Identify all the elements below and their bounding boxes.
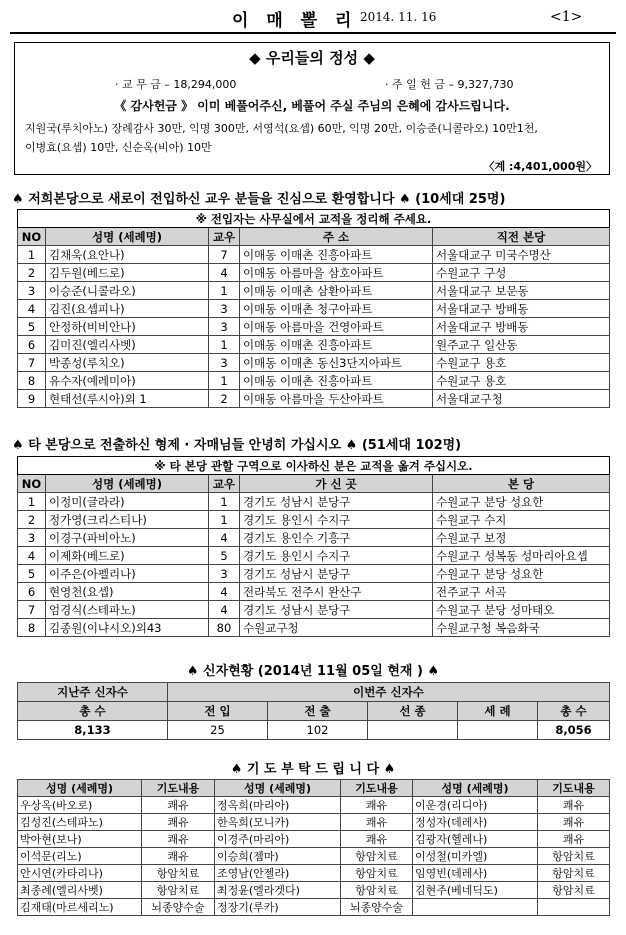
col-header: 성명 (세례명) [413, 780, 538, 797]
col-header: 세 례 [458, 702, 538, 721]
table-cell: 이매동 아름마을 건영아파트 [240, 318, 433, 336]
table-cell: 수원교구 용호 [433, 354, 610, 372]
stats-header-row [18, 683, 610, 702]
table-cell: 정가영(크리스티나) [46, 511, 209, 529]
table-cell: 4 [18, 547, 46, 565]
table-cell: 수원교구청 [240, 619, 433, 637]
table-cell: 항암치료 [538, 865, 610, 882]
table-row [18, 318, 610, 336]
table-cell: 쾌유 [538, 797, 610, 814]
last-week-label: 지난주 신자수 [18, 683, 168, 702]
table-row [18, 529, 610, 547]
table-note-row [18, 210, 610, 228]
table-cell: 현영천(요셉) [46, 583, 209, 601]
table-cell: 정성자(데레사) [413, 814, 538, 831]
table-header-row [18, 228, 610, 246]
table-cell: 9 [18, 390, 46, 408]
table-cell: 5 [209, 547, 240, 565]
table-cell: 이매동 아름마을 삼호아파트 [240, 264, 433, 282]
table-cell: 이승희(젬마) [215, 848, 341, 865]
table-cell: 4 [18, 300, 46, 318]
table-cell: 쾌유 [142, 831, 215, 848]
table-cell: 이석문(리노) [18, 848, 142, 865]
bulletin-date: 2014. 11. 16 [360, 10, 437, 24]
table-cell: 이승준(니콜라오) [46, 282, 209, 300]
moved-out-heading [12, 434, 616, 453]
table-cell: 유수자(예레미아) [46, 372, 209, 390]
table-cell: 수원교구 성복동 성마리아요셉 [433, 547, 610, 565]
table-cell: 쾌유 [142, 814, 215, 831]
table-cell: 항암치료 [341, 848, 413, 865]
table-cell: 8 [18, 372, 46, 390]
table-row [18, 619, 610, 637]
moved-out-title: 타 본당으로 전출하신 형제 · 자매님들 안녕히 가십시오 [28, 438, 342, 453]
table-cell: 3 [18, 282, 46, 300]
col-header: 성명 (세례명) [18, 780, 142, 797]
table-row [18, 282, 610, 300]
new-members-note: ※ 전입자는 사무실에서 교적을 정리해 주세요. [18, 210, 610, 228]
table-cell: 2 [18, 511, 46, 529]
table-cell: 이매동 이매촌 동신3단지아파트 [240, 354, 433, 372]
moved-out-note: ※ 타 본당 관할 구역으로 이사하신 분은 교적을 옮겨 주십시오. [18, 457, 610, 475]
table-cell: 원주교구 일산동 [433, 336, 610, 354]
donor-list [25, 119, 600, 157]
deceased-count [368, 721, 458, 740]
col-header: 성명 (세례명) [46, 475, 209, 493]
table-header-row [18, 780, 610, 797]
table-cell: 김미진(엘리사벳) [46, 336, 209, 354]
table-cell: 이매동 이매촌 진흥아파트 [240, 336, 433, 354]
table-cell: 김성진(스테파노) [18, 814, 142, 831]
table-cell: 3 [209, 300, 240, 318]
col-header: 교우 [209, 228, 240, 246]
table-header-row [18, 475, 610, 493]
donor-line: 이병효(요셉) 10만, 신순옥(비아) 10만 [25, 141, 212, 154]
table-cell: 항암치료 [341, 882, 413, 899]
table-row [18, 511, 610, 529]
table-cell: 1 [209, 493, 240, 511]
table-cell: 김광자(헬레나) [413, 831, 538, 848]
table-row [18, 899, 610, 916]
table-cell: 정옥희(마리아) [215, 797, 341, 814]
col-header: 직전 본당 [433, 228, 610, 246]
table-cell: 5 [18, 318, 46, 336]
table-cell: 1 [209, 282, 240, 300]
diamond-icon: ◆ [249, 49, 261, 67]
table-cell: 김두원(베드로) [46, 264, 209, 282]
stats-heading [0, 660, 626, 679]
table-cell: 3 [209, 318, 240, 336]
table-cell: 경기도 용인수 기흥구 [240, 529, 433, 547]
table-row [18, 264, 610, 282]
col-header: 전 입 [168, 702, 268, 721]
table-cell: 80 [209, 619, 240, 637]
col-header: NO [18, 228, 46, 246]
table-cell: 2 [209, 390, 240, 408]
table-cell: 이경구(파비아노) [46, 529, 209, 547]
table-cell: 쾌유 [142, 797, 215, 814]
table-cell: 7 [209, 246, 240, 264]
table-cell: 4 [209, 529, 240, 547]
offering-box [14, 42, 610, 175]
spade-icon: ♠ [230, 762, 243, 777]
table-cell: 이운경(리디아) [413, 797, 538, 814]
table-row [18, 300, 610, 318]
table-cell: 이경주(마리아) [215, 831, 341, 848]
table-cell: 한옥희(모니카) [215, 814, 341, 831]
new-members-count: (10세대 25명) [415, 192, 506, 207]
table-row [18, 246, 610, 264]
col-header: 성명 (세례명) [215, 780, 341, 797]
table-row [18, 493, 610, 511]
table-cell [413, 899, 538, 916]
table-row [18, 336, 610, 354]
table-cell: 전라북도 전주시 완산구 [240, 583, 433, 601]
table-cell: 4 [209, 264, 240, 282]
table-cell: 4 [209, 583, 240, 601]
table-cell: 서울대교구 방배동 [433, 318, 610, 336]
table-cell: 1 [209, 336, 240, 354]
table-cell: 뇌종양수술 [341, 899, 413, 916]
thanks-offering-title: 《 감사헌금 》 이미 베풀어주신, 베풀어 주실 주님의 은혜에 감사드립니다. [114, 99, 510, 113]
table-cell: 뇌종양수술 [142, 899, 215, 916]
table-cell: 3 [209, 354, 240, 372]
donor-line: 지원국(루치아노) 장례감사 30만, 익명 300만, 서영석(요셉) 60만, 익명 20만, 이승준(니콜라오) 10만1천, [25, 122, 538, 135]
table-cell: 경기도 성남시 분당구 [240, 493, 433, 511]
table-row [18, 882, 610, 899]
table-cell: 쾌유 [341, 814, 413, 831]
table-cell: 경기도 성남시 분당구 [240, 601, 433, 619]
baptism-count [458, 721, 538, 740]
new-members-title: 저희본당으로 새로이 전입하신 교우 분들을 진심으로 환영합니다 [28, 192, 395, 207]
table-cell: 엄경식(스테파노) [46, 601, 209, 619]
stats-subheader-row [18, 702, 610, 721]
prayer-table [17, 779, 610, 916]
table-cell: 조영남(안젤라) [215, 865, 341, 882]
table-cell: 최종례(엘리사벳) [18, 882, 142, 899]
table-row [18, 814, 610, 831]
table-row [18, 354, 610, 372]
table-cell: 박아현(보나) [18, 831, 142, 848]
table-row [18, 865, 610, 882]
table-cell: 수원교구 분당 성요한 [433, 493, 610, 511]
table-cell: 1 [18, 493, 46, 511]
table-cell: 이매동 아름마을 두산아파트 [240, 390, 433, 408]
table-row [18, 848, 610, 865]
table-cell: 경기도 용인시 수지구 [240, 547, 433, 565]
general-offering: · 교 무 금 – 18,294,000 [115, 78, 237, 91]
col-header: 기도내용 [341, 780, 413, 797]
col-header: 선 종 [368, 702, 458, 721]
stats-title: 신자현황 (2014년 11월 05일 현재 ) [203, 664, 423, 679]
table-cell: 이정미(글라라) [46, 493, 209, 511]
prayer-title: 기 도 부 탁 드 립 니 다 [246, 762, 380, 777]
table-cell: 박종성(루치오) [46, 354, 209, 372]
table-cell: 1 [209, 372, 240, 390]
table-cell: 이매동 이매촌 진흥아파트 [240, 372, 433, 390]
table-cell: 쾌유 [538, 814, 610, 831]
col-header: 기도내용 [538, 780, 610, 797]
this-week-total: 8,056 [538, 721, 610, 740]
table-cell: 2 [18, 264, 46, 282]
table-row [18, 831, 610, 848]
table-cell: 이제화(베드로) [46, 547, 209, 565]
table-row [18, 583, 610, 601]
table-cell: 우상옥(바오로) [18, 797, 142, 814]
table-row [18, 390, 610, 408]
col-header: 본 당 [433, 475, 610, 493]
offering-title-row [15, 47, 609, 68]
table-cell: 김재태(마르세리노) [18, 899, 142, 916]
table-cell: 7 [18, 354, 46, 372]
table-cell: 김진(요셉피나) [46, 300, 209, 318]
table-cell: 서울대교구 보문동 [433, 282, 610, 300]
stats-value-row [18, 721, 610, 740]
bulletin-header [10, 6, 616, 34]
moved-out-count: (51세대 102명) [361, 438, 462, 453]
col-header: 기도내용 [142, 780, 215, 797]
col-header: 교우 [209, 475, 240, 493]
table-cell: 6 [18, 583, 46, 601]
prayer-heading [0, 758, 626, 777]
table-cell: 수원교구 수지 [433, 511, 610, 529]
transfer-out-count: 102 [268, 721, 368, 740]
col-header: 총 수 [538, 702, 610, 721]
col-header: 가 신 곳 [240, 475, 433, 493]
table-cell: 김채욱(요안나) [46, 246, 209, 264]
table-cell: 항암치료 [538, 882, 610, 899]
spade-icon: ♠ [345, 438, 358, 453]
moved-out-table [17, 456, 610, 637]
new-members-heading [12, 188, 616, 207]
table-cell: 항암치료 [142, 865, 215, 882]
table-cell: 임영빈(데레사) [413, 865, 538, 882]
table-cell: 3 [209, 565, 240, 583]
table-cell: 전주교구 서곡 [433, 583, 610, 601]
table-cell: 항암치료 [538, 848, 610, 865]
table-cell: 서울대교구청 [433, 390, 610, 408]
col-header: 성명 (세례명) [46, 228, 209, 246]
table-row [18, 601, 610, 619]
table-cell: 6 [18, 336, 46, 354]
table-cell: 수원교구 용호 [433, 372, 610, 390]
spade-icon: ♠ [12, 192, 24, 207]
offering-title: 우리들의 정성 [265, 49, 359, 67]
table-cell: 이매동 이매촌 청구아파트 [240, 300, 433, 318]
last-week-total: 8,133 [18, 721, 168, 740]
col-header: 주 소 [240, 228, 433, 246]
table-cell: 이성철(미카엘) [413, 848, 538, 865]
spade-icon: ♠ [12, 438, 24, 453]
table-cell: 쾌유 [341, 797, 413, 814]
table-note-row [18, 457, 610, 475]
table-cell: 수원교구 분당 성마태오 [433, 601, 610, 619]
table-cell: 수원교구 분당 성요한 [433, 565, 610, 583]
table-row [18, 372, 610, 390]
table-cell: 서울대교구 미국수명산 [433, 246, 610, 264]
table-cell: 쾌유 [538, 831, 610, 848]
table-cell: 1 [18, 246, 46, 264]
table-cell: 4 [209, 601, 240, 619]
table-cell: 3 [18, 529, 46, 547]
table-cell: 이주은(아펠리나) [46, 565, 209, 583]
table-cell: 1 [209, 511, 240, 529]
table-row [18, 547, 610, 565]
table-cell: 경기도 용인시 수지구 [240, 511, 433, 529]
page-number: <1> [550, 9, 583, 25]
table-row [18, 565, 610, 583]
table-cell: 수원교구청 복음화국 [433, 619, 610, 637]
table-cell: 안정하(비비안나) [46, 318, 209, 336]
stats-table [17, 682, 610, 740]
bulletin-title: 이 매 뽈 리 [232, 11, 358, 31]
table-cell: 김종원(이냐시오)외43 [46, 619, 209, 637]
table-cell: 쾌유 [341, 831, 413, 848]
table-cell: 7 [18, 601, 46, 619]
spade-icon: ♠ [186, 664, 199, 679]
table-cell [538, 899, 610, 916]
table-cell: 수원교구 보정 [433, 529, 610, 547]
table-cell: 이매동 이매촌 진흥아파트 [240, 246, 433, 264]
transfer-in-count: 25 [168, 721, 268, 740]
table-cell: 정장기(루카) [215, 899, 341, 916]
col-header: NO [18, 475, 46, 493]
table-cell: 서울대교구 방배동 [433, 300, 610, 318]
diamond-icon: ◆ [363, 49, 375, 67]
table-cell: 5 [18, 565, 46, 583]
thanks-total: 〈계 :4,401,000원〉 [483, 160, 597, 173]
sunday-offering: · 주 일 헌 금 – 9,327,730 [385, 78, 514, 91]
table-cell: 항암치료 [341, 865, 413, 882]
spade-icon: ♠ [427, 664, 440, 679]
table-cell: 현태선(루시아)외 1 [46, 390, 209, 408]
this-week-label: 이번주 신자수 [168, 683, 610, 702]
new-members-table [17, 209, 610, 408]
table-cell: 김현주(베네딕도) [413, 882, 538, 899]
total-label: 총 수 [18, 702, 168, 721]
table-row [18, 797, 610, 814]
col-header: 전 출 [268, 702, 368, 721]
table-cell: 8 [18, 619, 46, 637]
spade-icon: ♠ [398, 192, 411, 207]
table-cell: 경기도 성남시 분당구 [240, 565, 433, 583]
spade-icon: ♠ [383, 762, 396, 777]
table-cell: 이매동 이매촌 삼환아파트 [240, 282, 433, 300]
table-cell: 쾌유 [142, 848, 215, 865]
table-cell: 수원교구 구성 [433, 264, 610, 282]
table-cell: 안시연(카타리나) [18, 865, 142, 882]
table-cell: 최정윤(엘라겟다) [215, 882, 341, 899]
table-cell: 항암치료 [142, 882, 215, 899]
